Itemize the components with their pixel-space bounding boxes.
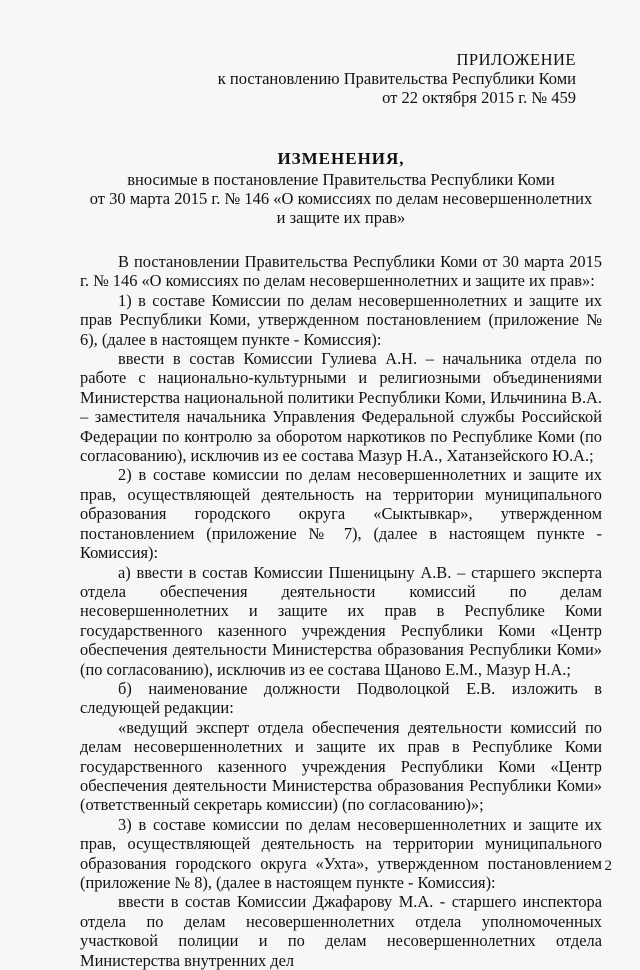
paragraph-item-3-change: ввести в состав Комиссии Джафарову М.А. - старшего инспектора отдела по делам несовершеннолетних отдела уполномоченных участковой полиции и по делам несовершеннолетних отдела Министерства внутренних дел [80, 892, 602, 970]
appendix-line-2: от 22 октября 2015 г. № 459 [382, 88, 576, 107]
paragraph-item-2: 2) в составе комиссии по делам несовершеннолетних и защите их прав, осуществляющей деятельность на территории муниципального образования городского округа «Сыктывкар», утвержденном постановлением (приложение № 7), (далее в настоящем пункте - Комиссия): [80, 465, 602, 563]
heading-line-3: и защите их прав» [276, 208, 406, 227]
paragraph-item-2a: а) ввести в состав Комиссии Пшеницыну А.В. – старшего эксперта отдела обеспечения деятельности комиссий по делам несовершеннолетних и защите их прав в Республике Коми государственного казенного учреждения Республики Коми «Центр обеспечения деятельности Министерства образования Республики Коми» (по согласованию), исключив из ее состава Щаново Е.М., Мазур Н.А.; [80, 562, 602, 679]
document-heading [80, 149, 602, 227]
appendix-line-1: к постановлению Правительства Республики Коми [217, 69, 576, 88]
appendix-block [80, 50, 602, 107]
heading-line-1: вносимые в постановление Правительства Республики Коми [127, 170, 555, 189]
paragraph-intro: В постановлении Правительства Республики Коми от 30 марта 2015 г. № 146 «О комиссиях по делам несовершеннолетних и защите их прав»: [80, 252, 602, 291]
paragraph-item-1: 1) в составе Комиссии по делам несовершеннолетних и защите их прав Республики Коми, утвержденном постановлением (приложение № 6), (далее в настоящем пункте - Комиссия): [80, 290, 602, 349]
heading-title: ИЗМЕНЕНИЯ, [277, 149, 405, 168]
heading-line-2: от 30 марта 2015 г. № 146 «О комиссиях по делам несовершеннолетних [89, 189, 593, 208]
paragraph-item-2b-quote: «ведущий эксперт отдела обеспечения деятельности комиссий по делам несовершеннолетних и защите их прав в Республике Коми государственного казенного учреждения Республики Коми «Центр обеспечения деятельности Министерства образования Республики Коми» (ответственный секретарь комиссии) (по согласованию)»; [80, 717, 602, 815]
paragraph-item-3: 3) в составе комиссии по делам несовершеннолетних и защите их прав, осуществляющей деятельность на территории муниципального образования городского округа «Ухта», утвержденном постановлением (приложение № 8), (далее в настоящем пункте - Комиссия): [80, 814, 602, 892]
document-body [80, 252, 602, 970]
paragraph-item-1-change: ввести в состав Комиссии Гулиева А.Н. – начальника отдела по работе с национально-культурными и религиозными объединениями Министерства национальной политики Республики Коми, Ильчинина В.А. – заместителя начальника Управления Федеральной службы Российской Федерации по контролю за оборотом наркотиков по Республике Коми (по согласованию), исключив из ее состава Мазур Н.А., Хатанзейского Ю.А.; [80, 349, 602, 466]
appendix-title: ПРИЛОЖЕНИЕ [456, 50, 576, 69]
page-number: 2 [604, 858, 612, 874]
paragraph-item-2b: б) наименование должности Подволоцкой Е.В. изложить в следующей редакции: [80, 678, 602, 718]
